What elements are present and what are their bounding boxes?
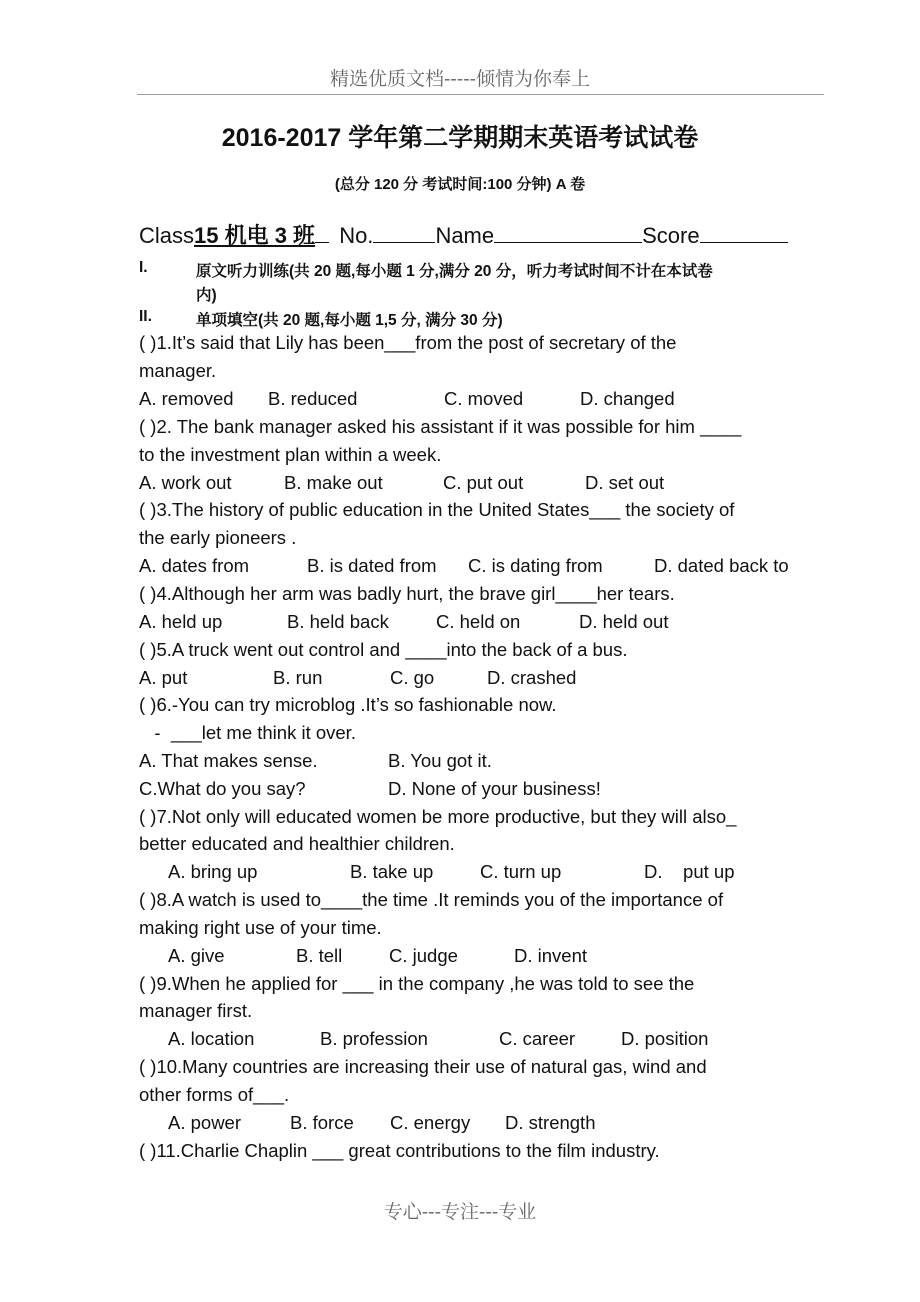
option: D. strength bbox=[505, 1112, 596, 1133]
option: B. tell bbox=[296, 945, 343, 966]
option: A. held up bbox=[139, 611, 223, 632]
question-line: manager first. bbox=[139, 1000, 253, 1021]
option: C. moved bbox=[444, 388, 524, 409]
option: A. power bbox=[168, 1112, 242, 1133]
option: D. None of your business! bbox=[388, 778, 601, 799]
option: C. put out bbox=[443, 472, 524, 493]
class-value: 15 机电 3 班 bbox=[194, 223, 316, 248]
option: C. turn up bbox=[480, 861, 562, 882]
option: A. location bbox=[168, 1028, 255, 1049]
option: A. put bbox=[139, 667, 188, 688]
question-line: ( )10.Many countries are increasing their use of natural gas, wind and bbox=[139, 1056, 707, 1077]
option: D. set out bbox=[585, 472, 665, 493]
option: B. run bbox=[273, 667, 323, 688]
option: A. work out bbox=[139, 472, 232, 493]
option: C. energy bbox=[390, 1112, 471, 1133]
question-line: manager. bbox=[139, 360, 217, 381]
question-line: ( )8.A watch is used to____the time .It reminds you of the importance of bbox=[139, 889, 724, 910]
question-line: - ___let me think it over. bbox=[139, 722, 356, 743]
no-blank bbox=[373, 222, 435, 243]
question-line: other forms of___. bbox=[139, 1084, 290, 1105]
header-divider bbox=[137, 94, 824, 95]
section-number: II. bbox=[139, 308, 152, 325]
option: C. is dating from bbox=[468, 555, 603, 576]
score-blank bbox=[700, 222, 788, 243]
option: D. position bbox=[621, 1028, 709, 1049]
question-line: ( )5.A truck went out control and ____into the back of a bus. bbox=[139, 639, 628, 660]
class-blank bbox=[315, 222, 329, 243]
option: B. You got it. bbox=[388, 750, 492, 771]
page-header: 精选优质文档-----倾情为你奉上 bbox=[329, 68, 591, 90]
option: B. take up bbox=[350, 861, 434, 882]
question-line: making right use of your time. bbox=[139, 917, 382, 938]
question-line: to the investment plan within a week. bbox=[139, 444, 442, 465]
question-line: better educated and healthier children. bbox=[139, 833, 455, 854]
option: A. That makes sense. bbox=[139, 750, 318, 771]
option: C. judge bbox=[389, 945, 458, 966]
question-line: ( )6.-You can try microblog .It’s so fashionable now. bbox=[139, 694, 557, 715]
question-line: ( )11.Charlie Chaplin ___ great contributions to the film industry. bbox=[139, 1140, 660, 1161]
option: B. profession bbox=[320, 1028, 428, 1049]
option: A. bring up bbox=[168, 861, 258, 882]
section-title: 原文听力训练(共 20 题,每小题 1 分,满分 20 分，听力考试时间不计在本试卷 bbox=[196, 263, 713, 280]
option: C. go bbox=[390, 667, 435, 688]
option: B. is dated from bbox=[307, 555, 437, 576]
class-label: Class bbox=[139, 223, 195, 248]
option: D. crashed bbox=[487, 667, 577, 688]
exam-subtitle: (总分 120 分 考试时间:100 分钟) A 卷 bbox=[334, 176, 586, 193]
question-line: ( )2. The bank manager asked his assistant if it was possible for him ____ bbox=[139, 416, 742, 437]
option: B. force bbox=[290, 1112, 354, 1133]
option: D. put up bbox=[644, 861, 735, 882]
option: B. held back bbox=[287, 611, 389, 632]
section-1 bbox=[139, 259, 713, 280]
option: B. reduced bbox=[268, 388, 358, 409]
option: C. career bbox=[499, 1028, 576, 1049]
question-line: ( )7.Not only will educated women be more productive, but they will also_ bbox=[139, 806, 737, 827]
question-line: ( )4.Although her arm was badly hurt, the brave girl____her tears. bbox=[139, 583, 675, 604]
score-label: Score bbox=[642, 223, 700, 248]
option: C. held on bbox=[436, 611, 521, 632]
question-line: ( )9.When he applied for ___ in the company ,he was told to see the bbox=[139, 973, 695, 994]
student-info-line bbox=[139, 219, 788, 250]
option: D. changed bbox=[580, 388, 675, 409]
name-blank bbox=[494, 222, 642, 243]
option: D. invent bbox=[514, 945, 588, 966]
section-title: 单项填空(共 20 题,每小题 1,5 分, 满分 30 分) bbox=[196, 312, 503, 329]
option: C.What do you say? bbox=[139, 778, 306, 799]
exam-title: 2016-2017 学年第二学期期末英语考试试卷 bbox=[221, 124, 699, 152]
no-label: No. bbox=[339, 223, 374, 248]
page-footer: 专心---专注---专业 bbox=[383, 1201, 537, 1223]
option: A. dates from bbox=[139, 555, 250, 576]
section-number: I. bbox=[139, 259, 148, 276]
option: D. dated back to bbox=[654, 555, 789, 576]
section-2 bbox=[139, 308, 503, 329]
option: A. give bbox=[168, 945, 225, 966]
option: A. removed bbox=[139, 388, 234, 409]
option: B. make out bbox=[284, 472, 383, 493]
question-line: ( )1.It’s said that Lily has been___from the post of secretary of the bbox=[139, 332, 677, 353]
question-line: ( )3.The history of public education in the United States___ the society of bbox=[139, 499, 735, 520]
section-1-continued: 内) bbox=[196, 287, 217, 304]
question-line: the early pioneers . bbox=[139, 527, 297, 548]
name-label: Name bbox=[435, 223, 495, 248]
option: D. held out bbox=[579, 611, 669, 632]
